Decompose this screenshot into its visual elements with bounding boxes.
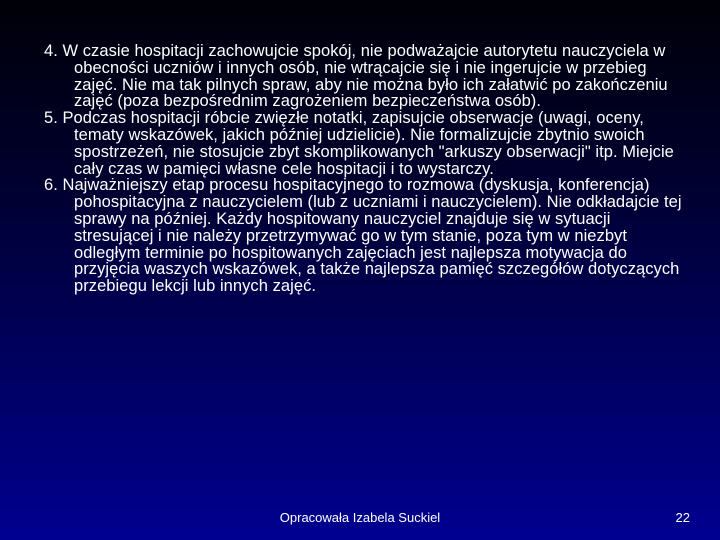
list-item: 4. W czasie hospitacji zachowujcie spokój, nie podważajcie autorytetu nauczyciela w obecności uczniów i innych osób, nie wtrącajcie się i nie ingerujcie w przebieg zajęć. Nie ma tak pilnych spraw, aby nie można było ich załatwić po zakończeniu zajęć (poza bezpośrednim zagrożeniem bezpieczeństwa osób). [44, 42, 668, 111]
slide-number: 22 [675, 510, 690, 525]
slide-body [44, 43, 684, 295]
footer-author-credit: Opracowała Izabela Suckiel [279, 510, 441, 525]
list-item: 6. Najważniejszy etap procesu hospitacyjnego to rozmowa (dyskusja, konferencja) pohospitacyjna z nauczycielem (lub z uczniami i nauczycielem). Nie odkładajcie tej sprawy na później. Każdy hospitowany nauczyciel znajduje się w sytuacji stresującej i nie należy przetrzymywać go w tym stanie, poza tym w niezbyt odległym terminie po hospitowanych zajęciach jest najlepsza motywacja do przyjęcia waszych wskazówek, a także najlepsza pamięć szczegółów dotyczących przebiegu lekcji lub innych zajęć. [44, 176, 682, 296]
list-item: 5. Podczas hospitacji róbcie zwięzłe notatki, zapisujcie obserwacje (uwagi, oceny, tematy wskazówek, jakich później udzielicie). Nie formalizujcie zbytnio swoich spostrzeżeń, nie stosujcie zbyt skomplikowanych "arkuszy obserwacji" itp. Miejcie cały czas w pamięci własne cele hospitacji i to wystarczy. [44, 109, 674, 178]
